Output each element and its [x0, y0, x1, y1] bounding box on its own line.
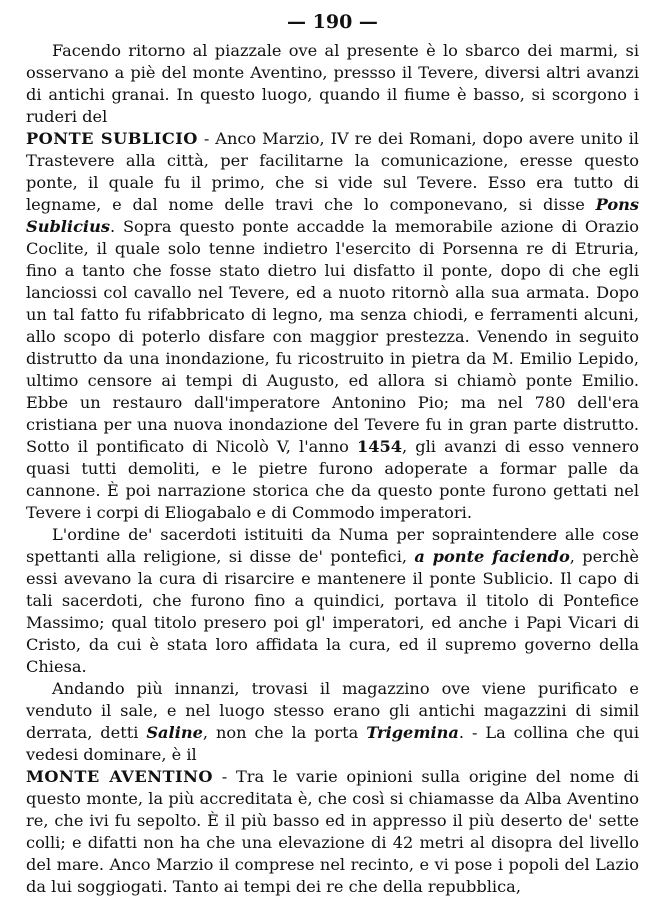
italic-term: Pons Sublicius [26, 195, 639, 236]
paragraph-saline [26, 678, 639, 766]
page-number: — 190 — [287, 11, 378, 33]
section-heading-monte-aventino: MONTE AVENTINO [26, 767, 214, 786]
paragraph-text: Facendo ritorno al piazzale ove al presente è lo sbarco dei marmi, si osservano a piè del monte Aventino, pressso il Tevere, diversi altri avanzi di antichi granai. In questo luogo, quando il fiume è basso, si scorgono i ruderi del [26, 41, 639, 126]
paragraph-text: , gli avanzi di esso vennero quasi tutti demoliti, e le pietre furono adoperate a formar palle da cannone. È poi narrazione storica che da questo ponte furono gettati nel Tevere i corpi di Eliogabalo e di Commodo imperatori. [26, 437, 640, 522]
paragraph-monte-aventino [26, 766, 639, 898]
paragraph-piazzale [26, 40, 639, 128]
paragraph-text: , perchè essi avevano la cura di risarcire e mantenere il ponte Sublicio. Il capo di tali sacerdoti, che furono fino a quindici, portava il titolo di Pontefice Massimo; qual titolo presero poi gl' imperatori, ed anche i Papi Vicari di Cristo, da cui è stata loro affidata la cura, ed il supremo governo della Chiesa. [26, 547, 640, 676]
italic-term: a ponte faciendo [414, 547, 570, 566]
paragraph-text: . - La collina che qui vedesi dominare, è il [26, 723, 639, 764]
paragraph-text: , non che la porta [202, 723, 367, 742]
paragraph-text: . Sopra questo ponte accadde la memorabile azione di Orazio Coclite, il quale solo tenne indietro l'esercito di Porsenna re di Etruria, fino a tanto che fosse stato dietro lui disfatto il ponte, dopo di che egli lanciossi col cavallo nel Tevere, ed a nuoto ritornò alla sua armata. Dopo un tal fatto fu rifabbricato di legno, ma senza chiodi, e ferramenti alcuni, allo scopo di poterlo disfare con maggior prestezza. Venendo in seguito distrutto da una inondazione, fu ricostruito in pietra da M. Emilio Lepido, ultimo censore ai tempi di Augusto, ed allora si chiamò ponte Emilio. Ebbe un restauro dall'imperatore Antonino Pio; ma nel 780 dell'era cristiana per una nuova inondazione del Tevere fu in gran parte distrutto. Sotto il pontificato di Nicolò V, l'anno [26, 217, 639, 456]
italic-term: Saline [146, 723, 203, 742]
paragraph-pontefici [26, 524, 639, 678]
paragraph-text: Andando più innanzi, trovasi il magazzino ove viene purificato e venduto il sale, e nel luogo stesso erano gli antichi magazzini di simil derrata, detti [26, 679, 639, 742]
paragraph-text: - Anco Marzio, IV re dei Romani, dopo avere unito il Trastevere alla città, per facilitarne la comunicazione, eresse questo ponte, il quale fu il primo, che si vide sul Tevere. Esso era tutto di legname, e dal nome delle travi che lo componevano, si disse [26, 129, 639, 214]
italic-term: Trigemina [366, 723, 459, 742]
paragraph-ponte-sublicio [26, 128, 639, 524]
section-heading-ponte-sublicio: PONTE SUBLICIO [26, 129, 198, 148]
bold-year: 1454 [356, 437, 403, 456]
paragraph-text: L'ordine de' sacerdoti istituiti da Numa per sopraintendere alle cose spettanti alla religione, si disse de' pontefici, [26, 525, 639, 566]
paragraph-text: - Tra le varie opinioni sulla origine del nome di questo monte, la più accreditata è, che così si chiamasse da Alba Aventino re, che ivi fu sepolto. È il più basso ed in appresso il più deserto de' sette colli; e difatti non ha che una elevazione di 42 metri al disopra del livello del mare. Anco Marzio il comprese nel recinto, e vi pose i popoli del Lazio da lui soggiogati. Tanto ai tempi dei re che della repubblica, [26, 767, 639, 896]
